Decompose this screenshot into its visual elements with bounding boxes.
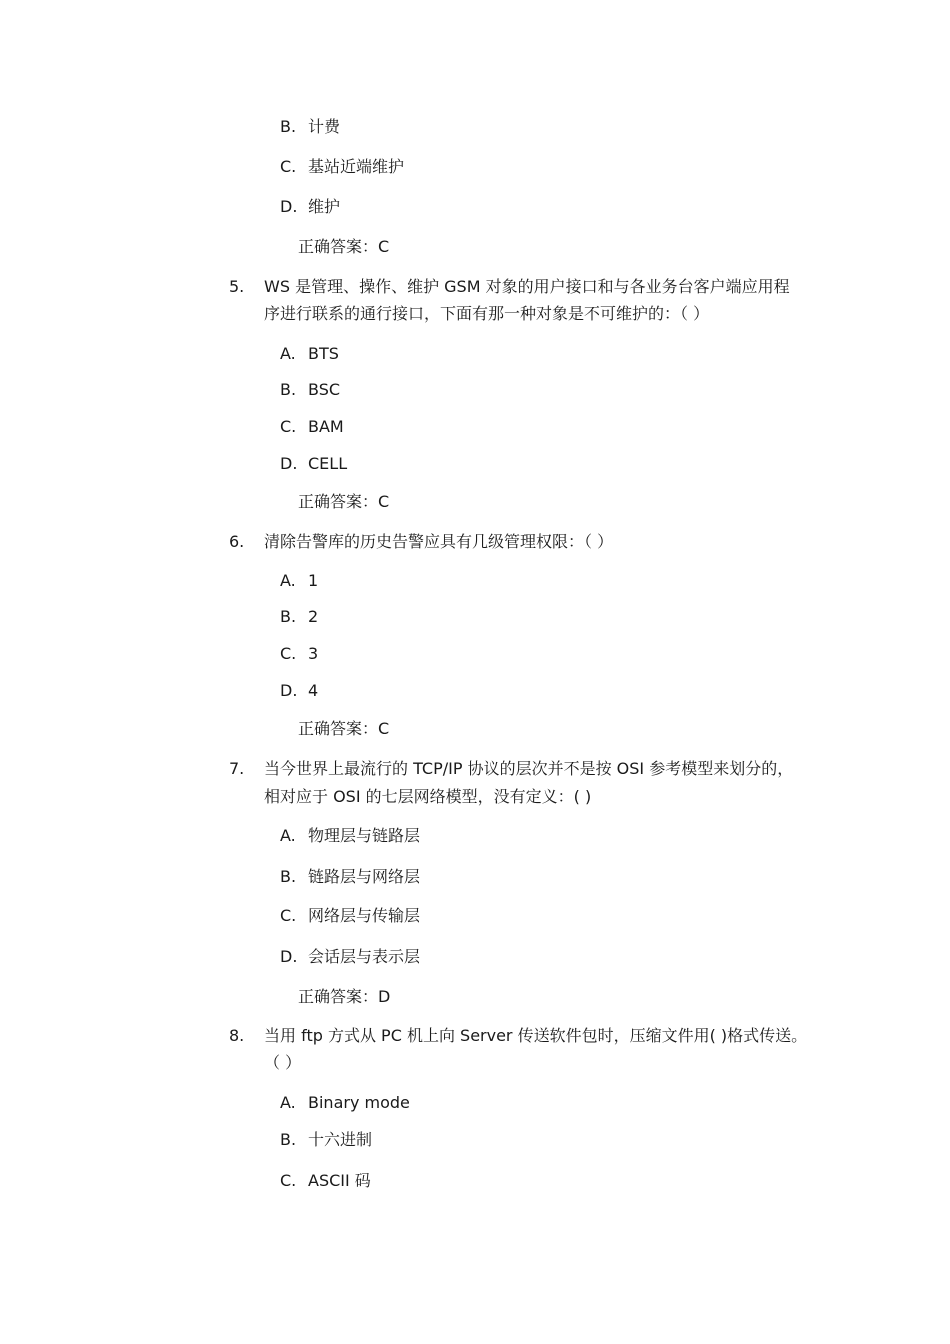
q5-option-b-letter: B.	[280, 380, 297, 399]
q8-number: 8.	[229, 1026, 245, 1045]
q4-option-b-text: 计费	[308, 117, 341, 136]
q6-option-c-letter: C.	[280, 644, 297, 663]
q5-answer: 正确答案：C	[298, 492, 390, 511]
q7-option-d-text: 会话层与表示层	[308, 947, 421, 966]
q5-option-c-letter: C.	[280, 417, 297, 436]
q6-option-d-text: 4	[308, 681, 319, 700]
q6-answer: 正确答案：C	[298, 719, 390, 738]
q5-option-d-text: CELL	[308, 454, 348, 473]
q6-text-line1: 清除告警库的历史告警应具有几级管理权限：（ ）	[264, 532, 614, 551]
q4-answer: 正确答案：C	[298, 237, 390, 256]
q4-option-b-letter: B.	[280, 117, 297, 136]
q7-option-d-letter: D.	[280, 947, 298, 966]
q7-option-c-text: 网络层与传输层	[308, 906, 421, 925]
q8-option-c-text: ASCII 码	[308, 1171, 371, 1190]
q5-text-line2: 序进行联系的通行接口，下面有那一种对象是不可维护的：（ ）	[264, 304, 710, 323]
q6-number: 6.	[229, 532, 245, 551]
q6-option-a-text: 1	[308, 571, 319, 590]
q4-option-c-letter: C.	[280, 157, 297, 176]
q8-option-a-letter: A.	[280, 1093, 296, 1112]
q5-option-a-letter: A.	[280, 344, 296, 363]
q7-answer: 正确答案：D	[298, 987, 391, 1006]
q8-text-line2: （ ）	[264, 1053, 302, 1072]
q5-option-c-text: BAM	[308, 417, 344, 436]
q7-option-a-letter: A.	[280, 826, 296, 845]
q7-option-b-text: 链路层与网络层	[308, 867, 421, 886]
q4-option-d-letter: D.	[280, 197, 298, 216]
q6-option-c-text: 3	[308, 644, 319, 663]
q6-option-b-text: 2	[308, 607, 319, 626]
q8-option-a-text: Binary mode	[308, 1093, 410, 1112]
q5-option-d-letter: D.	[280, 454, 298, 473]
q7-option-b-letter: B.	[280, 867, 297, 886]
q7-option-c-letter: C.	[280, 906, 297, 925]
q7-text-line1: 当今世界上最流行的 TCP/IP 协议的层次并不是按 OSI 参考模型来划分的，	[264, 759, 794, 778]
q4-option-c-text: 基站近端维护	[308, 157, 405, 176]
q6-option-d-letter: D.	[280, 681, 298, 700]
q4-option-d-text: 维护	[308, 197, 341, 216]
q8-option-b-letter: B.	[280, 1130, 297, 1149]
q8-option-c-letter: C.	[280, 1171, 297, 1190]
q7-text-line2: 相对应于 OSI 的七层网络模型，没有定义：( )	[264, 787, 592, 806]
q7-number: 7.	[229, 759, 245, 778]
q5-number: 5.	[229, 277, 245, 296]
q6-option-a-letter: A.	[280, 571, 296, 590]
q5-option-b-text: BSC	[308, 380, 341, 399]
q7-option-a-text: 物理层与链路层	[308, 826, 421, 845]
q5-option-a-text: BTS	[308, 344, 339, 363]
q8-option-b-text: 十六进制	[308, 1130, 373, 1149]
q5-text-line1: WS 是管理、操作、维护 GSM 对象的用户接口和与各业务台客户端应用程	[264, 277, 790, 296]
q8-text-line1: 当用 ftp 方式从 PC 机上向 Server 传送软件包时，压缩文件用( )格式传送。	[264, 1026, 808, 1045]
q6-option-b-letter: B.	[280, 607, 297, 626]
